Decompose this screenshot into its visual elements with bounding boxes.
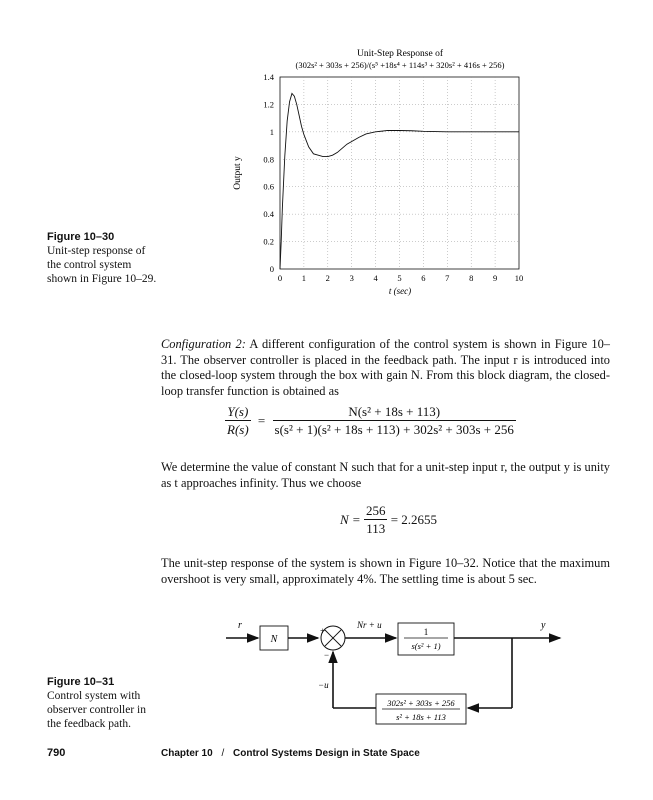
y-tick-label: 0.4 (263, 209, 274, 220)
figure-10-30-text: Unit-step response of the control system shown in Figure 10–29. (47, 245, 157, 285)
eq1-lhs-den: R(s) (227, 422, 249, 437)
x-tick-label: 4 (373, 273, 378, 283)
figure-10-30-caption (47, 230, 157, 286)
eq1-lhs-num: Y(s) (227, 404, 249, 419)
x-axis-label: t (sec) (388, 286, 412, 296)
sum-minus-sign: − (324, 650, 330, 660)
x-ticks (278, 273, 523, 283)
signal-minus-u: −u (318, 680, 329, 690)
eq1-rhs-num: N(s² + 18s + 113) (348, 404, 441, 419)
gain-n-label: N (270, 634, 278, 645)
y-tick-label: 0.8 (263, 154, 274, 165)
sum-plus-sign: + (320, 626, 326, 636)
eq2-frac (364, 503, 388, 537)
configuration-2-text: A different configuration of the control system is shown in Figure 10–31. The observer controller is placed in the feedback path. The input r is introduced into the closed-loop system through the box with gain N. From this block diagram, the closed-loop transfer function is obtained as (161, 337, 610, 398)
y-tick-label: 1.2 (263, 99, 274, 110)
input-r-label: r (238, 620, 242, 631)
figure-10-31-label: Figure 10–31 (47, 676, 115, 688)
paragraph-configuration-2 (161, 337, 610, 399)
x-tick-label: 6 (421, 273, 426, 283)
figure-10-31-text: Control system with observer controller in the feedback path. (47, 690, 146, 730)
y-tick-label: 0.6 (263, 181, 274, 192)
x-tick-label: 9 (492, 273, 498, 283)
y-tick-label: 0 (269, 264, 274, 274)
plant-numerator: 1 (423, 627, 429, 637)
eq2-rhs: = 2.2655 (390, 512, 438, 527)
signal-nr-plus-u: Nr + u (357, 620, 382, 630)
eq1-lhs (225, 404, 251, 438)
paragraph-choose-n: We determine the value of constant N such that for a unit-step input r, the output y is unity as t approaches infinity. Thus we choose (161, 460, 610, 490)
x-tick-label: 3 (349, 273, 354, 283)
configuration-2-lead: Configuration 2: (161, 337, 246, 351)
eq2-lhs: N = (340, 512, 361, 527)
y-tick-label: 1.4 (263, 72, 274, 82)
observer-denominator: s² + 18s + 113 (396, 712, 446, 722)
page-number: 790 (47, 747, 66, 759)
y-ticks (263, 72, 274, 274)
running-footer (161, 748, 420, 759)
output-y-label: y (541, 620, 546, 631)
plot-grid (280, 77, 519, 269)
footer-separator: / (221, 748, 225, 759)
x-tick-label: 7 (445, 273, 450, 283)
x-tick-label: 2 (325, 273, 330, 283)
y-tick-label: 1 (269, 126, 274, 137)
transfer-function-equation: $\frac{Y(s)}{R(s)}$ = $\frac{\text{N(s² + 18s + 113)}}{\text{s(s² + 1)(s² + 18s + 113) + 302s² + 303s + 256}}$ (227, 404, 514, 437)
paragraph-step-response: The unit-step response of the system is shown in Figure 10–32. Notice that the maximum overshoot is very small, approximately 4%. The settling time is about 5 sec. (161, 556, 610, 586)
y-tick-label: 0.2 (263, 236, 274, 247)
figure-10-31-caption (47, 675, 162, 731)
y-axis-label: Output y (233, 156, 243, 190)
gain-equation (340, 503, 437, 537)
x-tick-label: 1 (301, 273, 307, 283)
plot-title-line1: Unit-Step Response of (356, 49, 444, 59)
eq2-den: 113 (364, 519, 388, 537)
x-tick-label: 10 (514, 273, 524, 283)
plot-title-line2: (302s² + 303s + 256)/(s⁵ +18s⁴ + 114s³ + 320s² + 416s + 256) (295, 60, 505, 70)
plant-denominator: s(s² + 1) (411, 641, 441, 651)
footer-chapter-title: Control Systems Design in State Space (233, 748, 420, 759)
x-tick-label: 0 (277, 273, 283, 283)
observer-numerator: 302s² + 303s + 256 (387, 698, 455, 708)
eq1-rhs-den: s(s² + 1)(s² + 18s + 113) + 302s² + 303s + 256 (274, 422, 514, 437)
eq1-rhs (273, 404, 516, 438)
eq2-num: 256 (365, 503, 386, 518)
figure-10-30-label: Figure 10–30 (47, 231, 115, 243)
x-tick-label: 8 (469, 273, 474, 283)
x-tick-label: 5 (397, 273, 402, 283)
footer-chapter: Chapter 10 (161, 748, 213, 759)
